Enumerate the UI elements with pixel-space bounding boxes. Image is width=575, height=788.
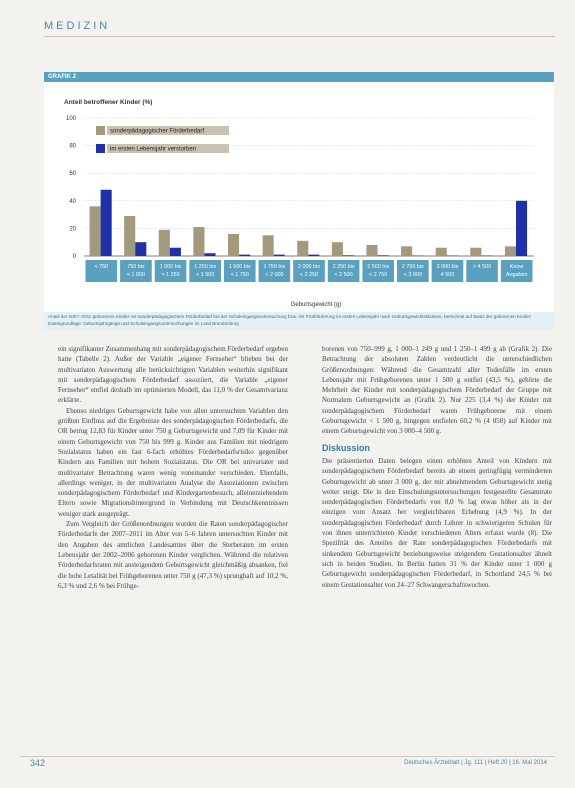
paragraph: Zum Vergleich der Größenordnungen wurden die Raten sonderpädagogischer Förderbedarfe der 2007–2011 im Alter von 5–6 Jahren untersuchten Kinder mit den Angaben des amtlichen Landesamtes über die Sterberaten im ersten Lebensjahr der 2002–2006 geborenen Kinder verglichen. Während die relativen Förderbedarfsraten mit ansteigendem Geburtsgewicht gleichmäßig absanken, fiel die hohe Letalität bei Frühgeborenen unter 750 g (47,3 %) sprunghaft auf 10,2 %, 6,3 % und 2,6 % bei Frühge- (58, 520, 288, 590)
bar-foerderbedarf (193, 227, 204, 256)
x-tick-label: Keine (509, 264, 524, 270)
y-tick-label: 40 (69, 198, 76, 205)
bar-verstorben (308, 255, 319, 256)
x-tick-label: < 2 250 (299, 272, 319, 278)
legend-swatch (96, 126, 105, 135)
x-tick-label: < 2 750 (369, 272, 388, 278)
paragraph: borenen von 750–999 g, 1 000–1 249 g und 1 250–1 499 g ab (Grafik 2). Die Betrachtung der absoluten Zahlen verdeutlicht die unterschiedlichen Größenordnungen: Während die Gesamtzahl aller Todesfälle im ersten Lebensjahr mit Frühgeborenen unter 1 500 g entfiel (43,5 %), gehörte die Mehrheit der Kinder mit sonderpädagogischem Förderbedarf der Gruppe mit Normalem Geburtsgewicht an (Grafik 2). Nur 225 (3,4 %) der Kinder mit sonderpädagogischem Förderbedarf waren Frühgeborene mit einem Geburtsgewicht < 1 500 g, hingegen entfielen 60,2 % (4 850) auf Kinder mit einem Geburtsgewicht von 3 000–4 500 g. (322, 345, 552, 436)
legend-label: im ersten Lebensjahr verstorben (110, 146, 197, 153)
x-tick-label: 750 bis (127, 264, 145, 270)
x-tick-label: 1 500 bis (228, 264, 251, 270)
x-tick-label: < 2 000 (265, 272, 284, 278)
bar-verstorben (516, 201, 527, 256)
bar-foerderbedarf (366, 245, 377, 256)
section-label: MEDIZIN (44, 20, 111, 32)
bar-foerderbedarf (436, 248, 447, 256)
y-tick-label: 100 (65, 116, 76, 122)
bar-verstorben (343, 255, 354, 256)
bar-foerderbedarf (263, 235, 274, 256)
legend-swatch (96, 144, 105, 153)
bar-foerderbedarf (470, 248, 481, 256)
bar-foerderbedarf (124, 216, 135, 256)
bar-foerderbedarf (228, 234, 239, 256)
x-tick-label: < 1 750 (230, 272, 249, 278)
x-tick-label: 2 250 bis (332, 264, 355, 270)
paragraph: ein signifikanter Zusammenhang mit sonderpädagogischem Förderbedarf ergeben hatte (Tabelle 2). Außer der Variable „eigener Fernseher“ blieben bei der multivariaten Auswertung alle berücksichtigten Variablen weiterhin signifikant mit sonderpädagogischem Förderbedarf assoziiert, die Variable „eigener Fernseher“ entfiel deshalb im optimierten Modell, das 11,0 % der Gesamtvarianz erklärte. (58, 345, 288, 405)
x-tick-label: < 1 500 (196, 272, 215, 278)
x-tick-label: 1 000 bis (159, 264, 182, 270)
x-tick-label: > 4 500 (473, 264, 492, 270)
section-heading-diskussion: Diskussion (322, 442, 371, 453)
legend-label: sonderpädagogischer Förderbedarf (110, 128, 205, 135)
x-tick-label: 1 750 bis (263, 264, 286, 270)
y-tick-label: 80 (69, 143, 76, 150)
bar-verstorben (274, 255, 285, 256)
x-axis-label: Geburtsgewicht (g) (290, 302, 342, 308)
bar-foerderbedarf (159, 230, 170, 256)
x-tick-label: < 750 (94, 264, 109, 270)
header-divider (44, 36, 555, 37)
bar-foerderbedarf (90, 206, 101, 256)
x-tick-label: 2 500 bis (367, 264, 390, 270)
bar-chart (44, 84, 554, 312)
x-tick-label: < 1 250 (161, 272, 180, 278)
x-tick-label: Angaben (505, 272, 528, 278)
y-axis-label: Anteil betroffener Kinder (%) (64, 99, 153, 106)
footer-divider (20, 756, 555, 757)
x-tick-label: 4 500 (440, 272, 455, 278)
x-tick-label: < 3 000 (403, 272, 422, 278)
bar-foerderbedarf (401, 246, 412, 256)
x-tick-label: 2 000 bis (298, 264, 320, 270)
x-tick-label: < 1 000 (126, 272, 145, 278)
x-tick-label: < 2 500 (334, 272, 353, 278)
x-tick-label: 2 750 bis (401, 264, 424, 270)
y-tick-label: 0 (72, 254, 76, 260)
y-tick-label: 20 (69, 226, 76, 233)
page-number: 342 (30, 758, 46, 768)
bar-verstorben (378, 255, 389, 256)
bar-foerderbedarf (505, 246, 516, 256)
paragraph: Die präsentierten Daten belegen einen erhöhten Anteil von Kindern mit sonderpädagogischem Förderbedarf bereits ab einem geringfügig verminderten Geburtsgewicht ab unter 3 000 g, der mit abnehmendem Geburtsgewicht stetig weiter steigt. Die in den Einschulungsuntersuchungen festgestellte Gesamtrate sonderpädagogischen Förderbedarfs von 8,0 % lag etwas höher als in der einzigen vom Ansatz her vergleichbaren Erhebung (4,9 %). In der sonderpädagogischen Förderbedarf durch Lehrer in schwierigeren Schulen für von ihnen unterrichteten Kinder verschiedenen Alters erfasst wurde (8). Die Spezifität des Anteiles der Rate sonderpädagogischen Förderbedarfs mit sinkendem Geburtsgewicht beziehungsweise steigendem Gestationsalter ähnelt sich in beiden Studien. In Berlin hatten 31 % der Kinder unter 1 000 g Geburtsgewicht sonderpädagogischen Förderbedarf, in Schottland 24,5 % bei einem Gestationsalter von 24–27 Schwangerschaftswochen. (322, 456, 552, 589)
bar-verstorben (135, 242, 146, 256)
bar-verstorben (101, 190, 112, 256)
bar-foerderbedarf (332, 242, 343, 256)
figure-tag (44, 72, 554, 82)
figure-caption: Anteil der 2007–2011 geborenen Kinder mit sonderpädagogischem Förderbedarf bei der Schuleingangsuntersuchung bzw. mit Frühförderung im ersten Lebensjahr nach Geburtsgewichtsklassen, berechnet auf Basis der geborenen Kinder; Datengrundlage: Geburtsjahrgänge und Schuleingangsuntersuchungen im Land Brandenburg (48, 314, 532, 326)
text-column-right (322, 344, 552, 590)
journal-citation: Deutsches Ärzteblatt | Jg. 111 | Heft 20 | 16. Mai 2014 (404, 760, 547, 766)
chart-legend (96, 126, 229, 153)
figure-tag-label: GRAFIK 2 (48, 74, 77, 80)
text-column-left (58, 344, 288, 591)
x-tick-label: 1 250 bis (194, 264, 217, 270)
bar-verstorben (170, 248, 181, 256)
bar-verstorben (204, 253, 215, 256)
paragraph: Ebenso niedriges Geburtsgewicht habe von allen untersuchten Variablen den größten Einfluss auf die Ergebnisse des sonderpädagogischen Förderbedarfs, die OR betrug 12,83 für Kinder unter 750 g Geburtsgewicht und 7,09 für Kinder mit einem Geburtsgewicht von 750 bis 999 g. Kinder aus Familien mit niedrigem Sozialstatus haben ein fast 6-fach erhöhtes Förderbedarfsrisiko gegenüber Kindern aus Familien mit hohem Sozialstatus. Die OR bei univariater und multivariater Betrachtung waren wenig voneinander verschieden. Ebenfalls, allerdings weniger, in der multivariaten Analyse die Assoziationen zwischen sonderpädagogischem Förderbedarf und Kindergartenbesuch, alleinerziehendem Eltern sowie Migrationshintergrund in Verbindung mit Deutschkenntnissen weniger stark ausgeprägt. (58, 406, 288, 518)
bar-verstorben (239, 255, 250, 256)
y-tick-label: 60 (69, 171, 76, 178)
x-tick-label: 3 000 bis (436, 264, 459, 270)
bar-foerderbedarf (297, 241, 308, 256)
